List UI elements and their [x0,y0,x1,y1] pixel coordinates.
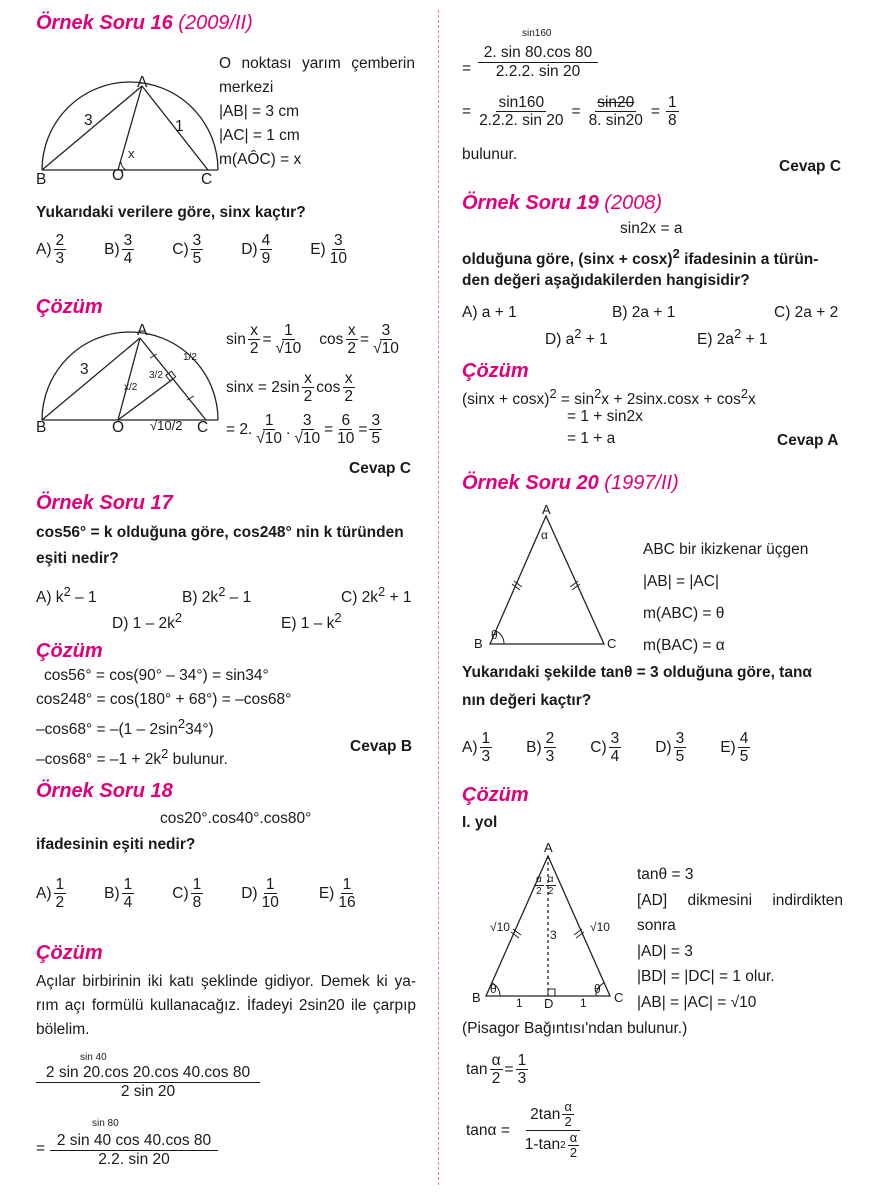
option-num: 2 [55,232,65,249]
q18-options [36,876,360,911]
num: α [569,1129,578,1145]
sol20-label-bd: 1 [516,996,523,1010]
given-line: tanθ = 3 [637,866,694,883]
q20-label-theta: θ [491,628,498,642]
q16-figure [30,70,220,190]
equals: = [650,102,660,120]
option-letter: B) [104,240,120,258]
given-line: sonra [637,917,676,934]
q19-year: (2008) [604,192,663,214]
sol20-label-ad: 3 [550,928,557,942]
option-letter: B) [104,884,120,902]
option-num: 4 [261,232,271,249]
num: x [304,370,312,387]
q18-option-b[interactable] [104,876,136,911]
num: x [347,322,356,339]
q16-options [36,232,351,267]
sol16-label-c: C [197,419,209,436]
sol16-label-o: O [112,419,125,436]
option-text: E) 2a [697,331,735,349]
q16-label-b: B [36,171,47,188]
given-line: |BD| = |DC| = 1 olur. [637,968,775,985]
text: sin [226,330,246,348]
q16-given [219,52,415,172]
option-den: 3 [545,748,555,766]
solution-text: x + 2sinx.cosx + cos [601,391,741,409]
fraction-num: 2. sin 80.cos 80 [478,44,598,63]
column-divider [438,10,439,1185]
option-num: 4 [739,730,749,747]
q20-question-line1: Yukarıdaki şekilde tanθ = 3 olduğuna göre, tanα [462,664,812,681]
option-num: 1 [123,876,133,893]
q18-fraction-3 [478,44,598,81]
option-num: 1 [481,730,491,747]
option-letter: C) [172,240,189,258]
q19-option-b[interactable]: B) 2a + 1 [612,304,676,321]
q18-option-e[interactable] [319,876,360,911]
q19-option-c[interactable]: C) 2a + 2 [774,304,839,321]
option-letter: E) [318,884,335,902]
option-text: + 1 [581,331,608,349]
den: √10 [373,340,399,358]
q20-option-a[interactable] [462,730,494,765]
q19-solution-line1: $(\sin x + \cos x)^2 = \sin^2x + 2\sin x.\cos x + \cos^2x$ [462,386,756,409]
sol20-label-theta-left: θ [490,982,497,996]
equals: = [504,1060,514,1078]
num: 1 [284,322,293,339]
sol20-label-b: B [472,990,481,1005]
solution-line: cos248° = cos(180° + 68°) = –cos68° [36,691,292,708]
option-num: 2 [545,730,555,747]
q19-title [462,192,662,215]
q17-option-e[interactable]: E) $1 - k^2$ [281,610,342,633]
q19-solution-title: Çözüm [462,360,529,382]
fraction-den: 2 sin 20 [120,1083,176,1100]
q16-title-text: Örnek Soru 16 [36,12,173,34]
sol20-half-angles [534,874,556,897]
solution-line: rım açı formülü kullanacağız. İfadeyi 2sin20 ile çarpıp [36,997,416,1014]
solution-line: $-\cos 68^\circ = -(1 - 2\sin^234^\circ)$ [36,716,214,739]
equals: = [324,420,334,438]
q20-method: I. yol [462,814,498,831]
sol20-label-a: A [544,840,553,855]
solution-line: Açılar birbirinin iki katı şeklinde gidiyor. Demek ki ya- [36,973,416,990]
option-letter: A) [462,738,478,756]
q20-tan-full-fraction [518,1100,588,1160]
solution-text: = sin [556,391,595,409]
num: x [250,322,259,339]
sol20-label-theta-right: θ [594,982,601,996]
option-den: 4 [123,250,133,268]
q16-label-x: x [128,146,135,161]
text: cos [316,378,341,396]
given-line: m(BAC) = α [643,637,725,654]
given-line: m(ABC) = θ [643,605,725,622]
q16-given-line: merkezi [219,79,274,96]
question-text: olduğuna göre, (sinx + cosx) [462,251,673,269]
q17-solution-title: Çözüm [36,640,103,662]
num: α [536,874,542,885]
given-line: |AB| = |AC| = √10 [637,993,757,1011]
q20-title-text: Örnek Soru 20 [462,472,599,494]
option-num: 3 [123,232,133,249]
num: 3 [371,412,381,429]
fraction-num: 2 sin 20.cos 20.cos 40.cos 80 [36,1064,260,1083]
fraction-den: 2.2.2. sin 20 [495,63,581,80]
sol16-label-b: B [36,419,47,436]
sol20-label-ab: √10 [490,920,510,934]
given-line: ABC bir ikizkenar üçgen [643,541,809,558]
q17-solution-body [36,664,291,772]
num: α [547,874,554,885]
option-letter: A) [36,884,52,902]
equals: = [36,1140,46,1157]
option-num: 3 [675,730,685,747]
q18-fraction-2 [50,1132,218,1169]
given-line: |AB| = |AC| [643,573,719,590]
option-text: B) 2k [182,589,219,607]
den: √10 [275,340,302,358]
solution-line: bölelim. [36,1021,90,1038]
option-den: 8 [192,894,202,912]
text: tan [466,1060,488,1078]
q20-option-c[interactable] [590,730,623,765]
den: 2 [547,886,554,897]
q20-options [462,730,752,765]
q18-option-a[interactable] [36,876,68,911]
q16-solution-title: Çözüm [36,296,103,318]
option-text: E) 1 – k [281,615,335,633]
text: = 2. [226,420,253,438]
q18-answer: Cevap C [779,158,842,175]
q17-option-c[interactable]: C) $2k^2 + 1$ [341,584,412,607]
text: cos [319,330,344,348]
num: α [491,1052,501,1069]
option-text: + 1 [741,331,768,349]
q19-option-d[interactable]: D) $a^2 + 1$ [545,326,608,349]
q20-label-c: C [607,636,617,651]
den: √10 [256,430,283,448]
option-num: 3 [192,232,202,249]
q17-title: Örnek Soru 17 [36,492,173,514]
option-letter: D) [655,738,672,756]
option-num: 1 [265,876,275,893]
option-text: C) 2k [341,589,379,607]
q16-given-line: |AC| = 1 cm [219,127,300,144]
equals: = [462,102,472,120]
q17-option-d[interactable]: D) $1 - 2k^2$ [112,610,183,633]
den: 2 [303,388,313,406]
q20-option-b[interactable] [526,730,558,765]
q16-year: (2009/II) [178,12,253,34]
q16-question: Yukarıdaki verilere göre, sinx kaçtır? [36,204,306,221]
option-num: 1 [55,876,65,893]
q20-tan-half [466,1052,530,1087]
q20-year: (1997/II) [604,472,679,494]
solution-text: –cos68° = –(1 – 2sin [36,721,178,739]
den: √10 [294,430,321,448]
equals: = [358,420,368,438]
den: 2 [347,340,357,358]
q18-overbrace-label: sin 40 [80,1052,107,1063]
num: 3 [302,412,312,429]
q19-given: sin2x = a [620,220,683,237]
text: sinx = 2sin [226,378,300,396]
q20-title [462,472,679,495]
option-letter: C) [590,738,607,756]
q20-solution-given [637,862,843,1015]
num: sin20 [597,94,635,111]
sol16-line-ao [118,338,140,420]
q16-label-a: A [137,74,148,91]
option-den: 5 [192,250,202,268]
q20-tan-full-label: tanα = [466,1122,510,1139]
q18-title: Örnek Soru 18 [36,780,173,802]
sol16-label-ab: 3 [80,361,89,378]
q18-fraction-1 [36,1064,260,1101]
sol20-right-angle [548,989,555,996]
solution-text: –cos68° = –1 + 2k [36,751,162,769]
sol16-line1 [226,322,403,357]
q19-answer: Cevap A [777,432,839,449]
option-den: 3 [55,250,65,268]
q18-final-line [462,94,685,129]
q18-question: ifadesinin eşiti nedir? [36,836,196,853]
sol16-line3: = 2. $\frac{1}{√10}$ . $\frac{3}{√10}$ = $\frac{6}{10}$ = $\frac{3}{5}$ [226,412,381,448]
fraction-num [526,1100,580,1131]
text: 2tan [530,1105,561,1123]
q18-overbrace-label: sin 80 [92,1118,119,1129]
option-letter: A) [36,240,52,258]
sol16-line2 [226,370,357,405]
sol16-line-ab [42,338,140,420]
q16-solution-figure [30,328,220,432]
q18-option-d[interactable] [241,876,283,911]
den: 10 [337,430,355,448]
given-line: [AD] dikmesini indirdikten [637,891,843,909]
option-text: D) 1 – 2k [112,615,175,633]
q19-option-e[interactable]: E) $2a^2 + 1$ [697,326,768,349]
sol16-label-three-halves: 3/2 [149,370,163,381]
option-den: 5 [675,748,685,766]
option-den: 9 [261,250,271,268]
sol16-label-one-half: 1/2 [183,352,197,363]
q16-label-ab: 3 [84,112,93,129]
text: 1-tan [524,1136,561,1154]
q18-solution-title: Çözüm [36,942,103,964]
option-den: 16 [338,894,356,912]
option-den: 10 [261,894,279,912]
sol20-label-c: C [614,990,624,1005]
sol16-label-a: A [137,322,148,339]
q20-question-line2: nın değeri kaçtır? [462,692,592,709]
q18-solution-text [36,970,416,1042]
den: 2 [344,388,354,406]
q17-question-line1: cos56° = k olduğuna göre, cos248° nin k türünden [36,524,404,541]
option-den: 10 [329,250,347,268]
q19-option-a[interactable]: A) a + 1 [462,304,517,321]
q18-overbrace-label: sin160 [522,28,552,39]
option-text: D) a [545,331,575,349]
num: x [344,370,353,387]
option-num: 3 [610,730,620,747]
den: 8. sin20 [588,112,643,130]
num: 3 [381,322,391,339]
num: 1 [264,412,274,429]
solution-text: x [748,391,756,409]
q16-given-line: m(AÔC) = x [219,151,302,168]
q16-title [36,12,253,35]
option-letter: D) [241,884,258,902]
equals: = [262,330,272,348]
equals: = [360,330,370,348]
num: 1 [667,94,677,111]
num: 6 [341,412,351,429]
option-letter: E) [720,738,736,756]
q20-solution-title: Çözüm [462,784,529,806]
q19-title-text: Örnek Soru 19 [462,192,599,214]
den: 2 [536,886,542,897]
q18-option-c[interactable] [172,876,205,911]
option-den: 5 [739,748,749,766]
q17-option-a[interactable]: A) $k^2 - 1$ [36,584,97,607]
q20-label-b: B [474,636,483,651]
solution-line: cos56° = cos(90° – 34°) = sin34° [44,667,269,684]
q19-solution-line3: = 1 + a [567,430,616,447]
q17-answer: Cevap B [350,738,413,755]
sol16-label-oc: √10/2 [150,418,183,433]
den: 3 [517,1070,527,1088]
q20-given [643,534,808,662]
sol20-label-dc: 1 [580,996,587,1010]
q17-option-b[interactable]: B) $2k^2 - 1$ [182,584,252,607]
option-num: 1 [192,876,202,893]
fraction-num: 2 sin 40 cos 40.cos 80 [50,1132,218,1151]
q18-expression: cos20°.cos40°.cos80° [160,810,312,827]
fraction-den: 1-tan 2 $\frac{\alpha}{2}$ [524,1129,578,1160]
solution-text: (sinx + cosx) [462,391,550,409]
fraction-den: 2.2. sin 20 [98,1151,170,1168]
num: 1 [517,1052,527,1069]
option-letter: E) [310,240,326,258]
q20-label-alpha: α [541,528,548,542]
den: 8 [667,112,677,130]
q18-done: bulunur. [462,146,518,163]
q20-option-e[interactable] [720,730,752,765]
option-text: A) k [36,589,64,607]
sol20-label-ac: √10 [590,920,610,934]
question-text: ifadesinin a türün- [679,251,819,269]
option-num: 3 [334,232,343,249]
num: α [564,1099,572,1114]
q16-label-c: C [201,171,213,188]
option-den: 3 [481,748,491,766]
q16-option-b[interactable] [104,232,136,267]
den: 2 [249,340,259,358]
q16-given-line: O noktası yarım çemberin [219,55,415,72]
num: sin160 [498,94,545,111]
den: 5 [371,430,381,448]
q19-question-line2: den değeri aşağıdakilerden hangisidir? [462,272,750,289]
q19-solution-line2: = 1 + sin2x [567,408,643,425]
option-letter: B) [526,738,542,756]
q16-label-ac: 1 [175,118,184,135]
q20-pisagor-note: (Pisagor Bağıntısı'ndan bulunur.) [462,1020,688,1037]
option-den: 4 [610,748,620,766]
den: 2 [569,1144,578,1160]
option-num: 1 [342,876,352,893]
sol16-label-half-angle: x/2 [124,382,138,393]
option-den: 2 [55,894,65,912]
option-den: 4 [123,894,133,912]
equals: = [571,102,581,120]
den: 2.2.2. sin 20 [479,112,564,130]
option-letter: D) [241,240,258,258]
den: 2 [491,1070,501,1088]
q17-question-line2: eşiti nedir? [36,550,119,567]
equals: = [462,60,472,77]
q16-answer: Cevap C [349,460,412,477]
q20-label-a: A [542,502,551,517]
solution-line: $-\cos 68^\circ = -1 + 2k^2$ bulunur. [36,746,228,769]
q16-option-e[interactable] [310,232,351,267]
q19-question-line1: olduğuna göre, $(\sin x + \cos x)^2$ ifadesinin a türün- [462,246,819,269]
q20-option-d[interactable] [655,730,688,765]
q16-option-c[interactable] [172,232,205,267]
q16-label-o: O [112,167,125,184]
q16-option-a[interactable] [36,232,68,267]
q20-figure [480,512,620,650]
q16-option-d[interactable] [241,232,274,267]
option-letter: C) [172,884,189,902]
q16-given-line: |AB| = 3 cm [219,103,299,120]
sol20-label-d: D [544,996,554,1011]
den: 2 [564,1114,572,1130]
given-line: |AD| = 3 [637,942,693,960]
